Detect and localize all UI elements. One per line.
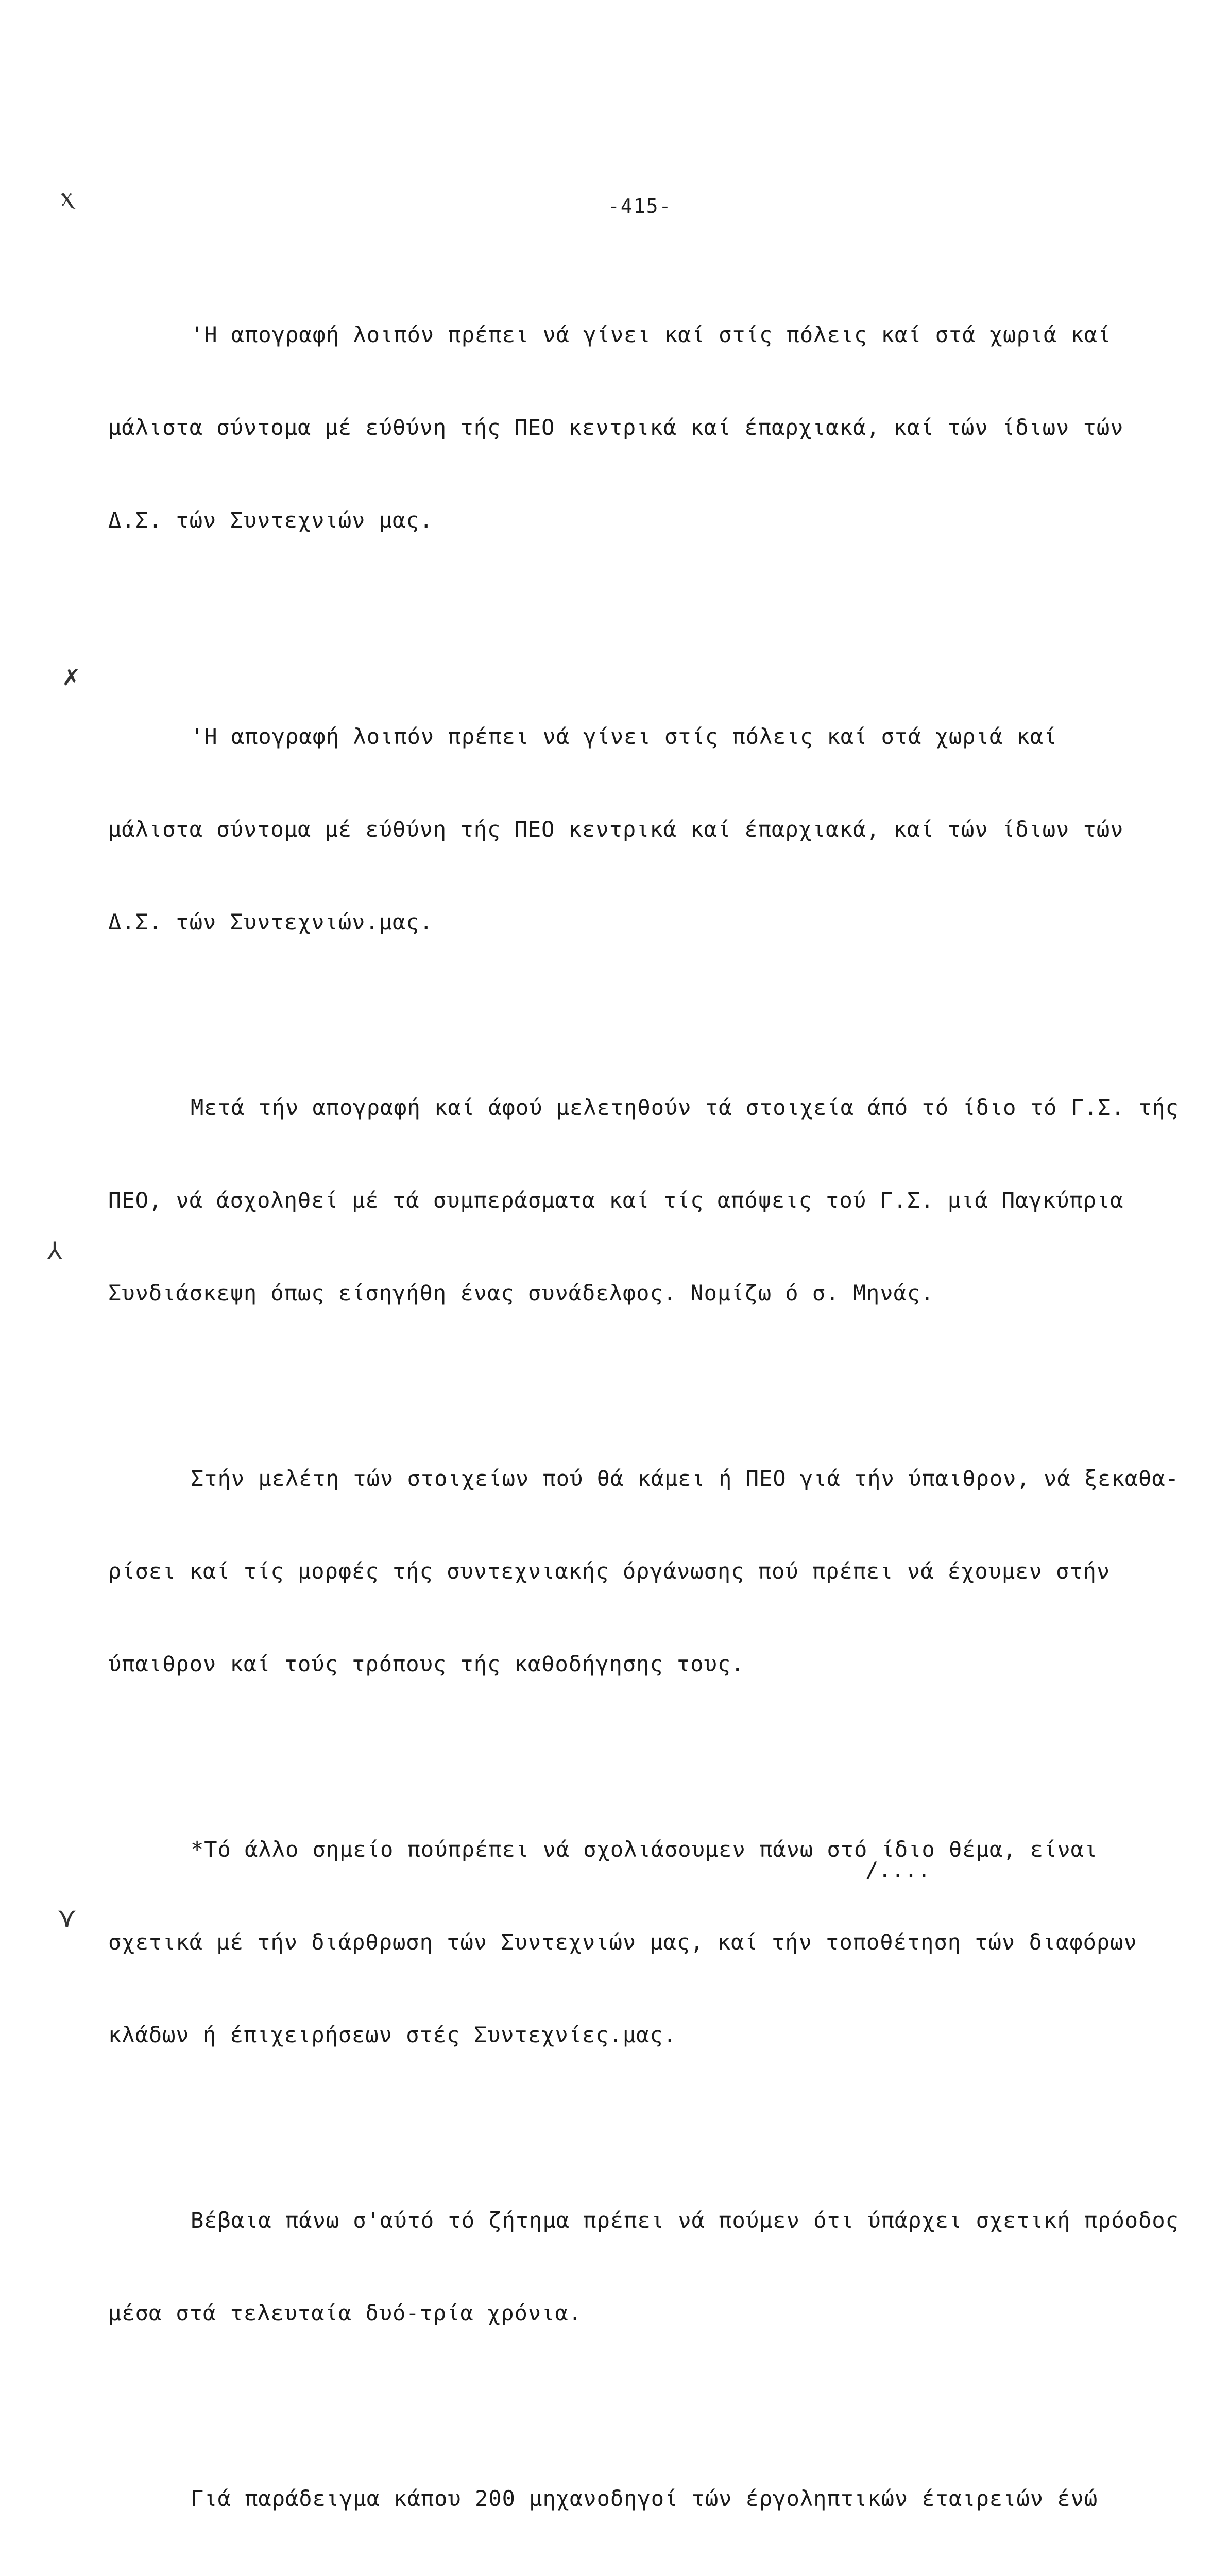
text-line: ύπαιθρον καί τούς τρόπους τής καθοδήγησης τους. [108, 1651, 745, 1676]
paragraph-1 [108, 258, 1128, 598]
text-line: ΠΕΟ, νά άσχοληθεί μέ τά συμπεράσματα καί τίς απόψεις τού Γ.Σ. μιά Παγκύπρια [108, 1188, 1124, 1213]
continuation-mark: /.... [865, 1857, 931, 1883]
text-line: Μετά τήν απογραφή καί άφού μελετηθούν τά στοιχεία άπό τό ίδιο τό Γ.Σ. τής [191, 1095, 1179, 1120]
text-line: Βέβαια πάνω σ'αύτό τό ζήτημα πρέπει νά πούμεν ότι ύπάρχει σχετική πρόοδος [191, 2208, 1179, 2233]
text-line: μάλιστα σύντομα μέ εύθύνη τής ΠΕΟ κεντρικά καί έπαρχιακά, καί τών ίδιων τών [108, 817, 1124, 842]
paragraph-2 [108, 659, 1128, 999]
handwritten-margin-mark: ⲭ [61, 181, 73, 212]
text-line: ρίσει καί τίς μορφές τής συντεχνιακής όργάνωσης πού πρέπει νά έχουμεν στήν [108, 1558, 1111, 1584]
handwritten-margin-mark: ✗ [62, 665, 81, 691]
text-line: Δ.Σ. τών Συντεχνιών μας. [108, 507, 433, 533]
text-line: *Τό άλλο σημείο πούπρέπει νά σχολιάσουμεν πάνω στό ίδιο θέμα, είναι [191, 1837, 1098, 1862]
paragraph-7 [108, 2421, 1128, 2576]
text-line: 'Η απογραφή λοιπόν πρέπει νά γίνει στίς πόλεις καί στά χωριά καί [191, 724, 1057, 749]
text-line: Συνδιάσκεψη όπως είσηγήθη ένας συνάδελφος. Νομίζω ό σ. Μηνάς. [108, 1280, 934, 1306]
text-line: κλάδων ή έπιχειρήσεων στές Συντεχνίες.μας. [108, 2022, 677, 2047]
document-body [108, 258, 1179, 2576]
handwritten-margin-mark: ⋎ [57, 1901, 77, 1934]
text-line: Γιά παράδειγμα κάπου 200 μηχανοδηγοί τών έργοληπτικών έταιρειών ένώ [191, 2486, 1098, 2511]
handwritten-margin-mark: ⅄ [47, 1236, 62, 1264]
paragraph-4 [108, 1401, 1179, 1741]
text-line: μάλιστα σύντομα μέ εύθύνη τής ΠΕΟ κεντρικά καί έπαρχιακά, καί τών ίδιων τών [108, 415, 1124, 440]
text-line: Στήν μελέτη τών στοιχείων πού θά κάμει ή ΠΕΟ γιά τήν ύπαιθρον, νά ξεκαθα- [191, 1466, 1179, 1491]
page-number: -415- [608, 195, 672, 217]
paragraph-6 [108, 2143, 1179, 2391]
text-line: μέσα στά τελευταία δυό-τρία χρόνια. [108, 2300, 583, 2326]
text-line: 'Η απογραφή λοιπόν πρέπει νά γίνει καί στίς πόλεις καί στά χωριά καί [191, 322, 1112, 347]
paragraph-5 [108, 1772, 1137, 2112]
text-line: σχετικά μέ τήν διάρθρωση τών Συντεχνιών μας, καί τήν τοποθέτηση τών διαφόρων [108, 1929, 1137, 1955]
text-line: Δ.Σ. τών Συντεχνιών.μας. [108, 909, 433, 935]
paragraph-3 [108, 1030, 1179, 1370]
